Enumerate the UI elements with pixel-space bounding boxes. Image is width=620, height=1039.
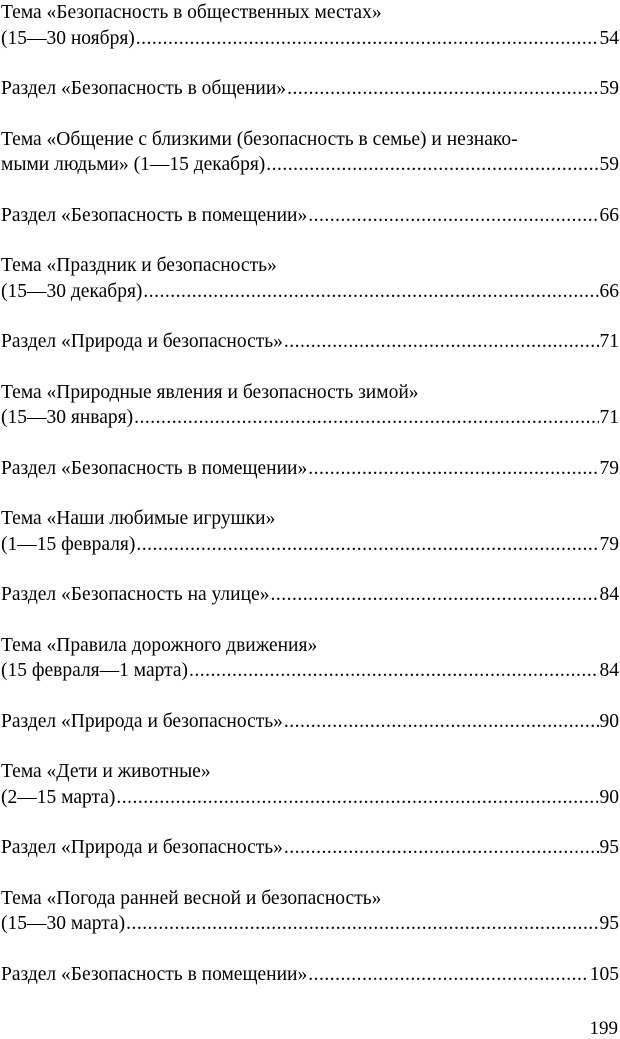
toc-entry-page: 79	[599, 457, 619, 479]
toc-entry-title: Раздел «Безопасность в помещении»	[1, 204, 308, 226]
toc-entry-leader-line	[1, 279, 619, 305]
toc-entry-title: Тема «Природные явления и безопасность зимой»	[1, 381, 419, 403]
toc-entry-page: 84	[599, 584, 619, 605]
dot-leader	[136, 26, 599, 52]
toc-entry-leader-line	[1, 405, 619, 431]
toc-entry-leader-line	[1, 709, 619, 735]
toc-entry-topic	[1, 0, 619, 51]
toc-entry-title: Тема «Дети и животные»	[1, 761, 211, 782]
toc-entry-leader-line	[1, 532, 619, 558]
dot-leader	[134, 405, 598, 431]
toc-entry-section	[1, 835, 619, 861]
toc-entry-title: Раздел «Безопасность в общении»	[1, 78, 287, 99]
toc-entry-page: 84	[599, 660, 619, 681]
toc-entry-title: Раздел «Безопасность в помещении»	[1, 457, 308, 479]
toc-entry-page: 54	[599, 27, 619, 49]
dot-leader	[308, 962, 589, 988]
toc-entry-topic	[1, 380, 619, 431]
page-number: 199	[589, 1018, 618, 1039]
toc-entry-section	[1, 582, 619, 608]
toc-entry-topic	[1, 127, 619, 178]
toc-entry-page: 105	[589, 963, 619, 985]
dot-leader	[126, 911, 598, 937]
toc-entry-leader-line	[1, 962, 619, 988]
toc-entry-page: 90	[599, 786, 619, 808]
toc-entry-title: Тема «Правила дорожного движения»	[1, 634, 318, 656]
toc-entry-leader-line	[1, 911, 619, 937]
toc-entry-page: 66	[599, 204, 619, 226]
dot-leader	[287, 76, 598, 102]
toc-entry-page: 71	[599, 331, 619, 352]
dot-leader	[308, 203, 598, 229]
toc-entry-title: Раздел «Природа и безопасность»	[1, 837, 283, 858]
toc-entry-title: Тема «Безопасность в общественных местах»	[1, 2, 382, 23]
dot-leader	[308, 456, 598, 482]
dot-leader	[284, 329, 599, 355]
toc-entry-page: 66	[599, 280, 619, 302]
toc-entry-section	[1, 203, 619, 229]
toc-entry-title-continued: (2—15 марта)	[1, 786, 116, 808]
toc-entry-section	[1, 76, 619, 102]
toc-entry-leader-line	[1, 76, 619, 102]
toc-entry-page: 95	[599, 837, 619, 858]
toc-entry-section	[1, 329, 619, 355]
toc-entry-topic	[1, 253, 619, 304]
toc-entry-topic	[1, 759, 619, 810]
toc-entry-section	[1, 709, 619, 735]
toc-entry-page: 59	[599, 78, 619, 99]
toc-entry-leader-line	[1, 203, 619, 229]
toc-entry-title: Раздел «Природа и безопасность»	[1, 331, 283, 352]
toc-entry-leader-line	[1, 582, 619, 608]
toc-entry-section	[1, 456, 619, 482]
toc-entry-title-continued: (15 февраля—1 марта)	[1, 660, 189, 681]
dot-leader	[136, 532, 598, 558]
dot-leader	[284, 835, 599, 861]
toc-entry-title-continued: (1—15 февраля)	[1, 533, 136, 555]
toc-entry-title-continued: (15—30 ноября)	[1, 27, 135, 49]
toc-entry-title-continued: мыми людьми» (1—15 декабря)	[1, 154, 266, 175]
toc-entry-topic	[1, 506, 619, 557]
toc-entry-topic	[1, 633, 619, 684]
toc-entry-title: Тема «Погода ранней весной и безопасность»	[1, 887, 382, 909]
dot-leader	[143, 279, 598, 305]
dot-leader	[270, 582, 598, 608]
toc-entry-leader-line	[1, 152, 619, 178]
toc-entry-leader-line	[1, 456, 619, 482]
dot-leader	[189, 658, 598, 684]
toc-entry-topic	[1, 886, 619, 937]
toc-entry-leader-line	[1, 26, 619, 52]
toc-entry-title: Тема «Наши любимые игрушки»	[1, 508, 276, 529]
toc-entry-title-continued: (15—30 января)	[1, 407, 134, 428]
toc-entry-leader-line	[1, 329, 619, 355]
toc-entry-title: Раздел «Природа и безопасность»	[1, 710, 283, 732]
toc-entry-page: 71	[599, 407, 619, 428]
table-of-contents	[1, 0, 619, 1012]
toc-entry-page: 79	[599, 533, 619, 555]
toc-entry-leader-line	[1, 658, 619, 684]
toc-entry-title-continued: (15—30 марта)	[1, 913, 126, 934]
toc-entry-page: 90	[599, 710, 619, 732]
toc-entry-section	[1, 962, 619, 988]
toc-entry-page: 59	[599, 154, 619, 175]
toc-entry-page: 95	[599, 913, 619, 934]
toc-entry-title: Раздел «Безопасность в помещении»	[1, 963, 308, 985]
dot-leader	[116, 785, 598, 811]
toc-entry-title: Тема «Общение с близкими (безопасность в семье) и незнако-	[1, 128, 518, 150]
dot-leader	[266, 152, 598, 178]
toc-entry-title: Тема «Праздник и безопасность»	[1, 255, 277, 276]
toc-entry-leader-line	[1, 785, 619, 811]
dot-leader	[284, 709, 599, 735]
toc-entry-title: Раздел «Безопасность на улице»	[1, 584, 270, 605]
toc-entry-title-continued: (15—30 декабря)	[1, 280, 143, 302]
toc-entry-leader-line	[1, 835, 619, 861]
